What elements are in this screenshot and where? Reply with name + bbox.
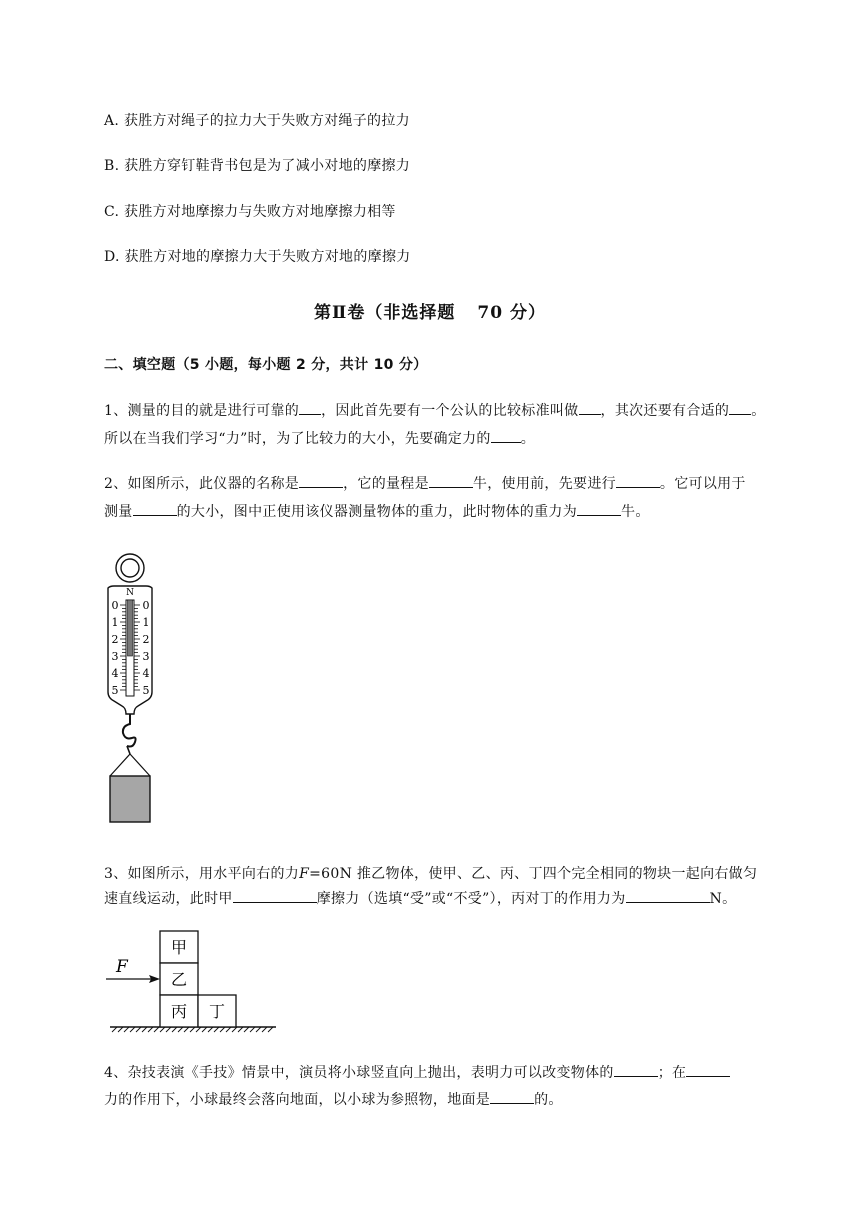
q2-text: 的大小，图中正使用该仪器测量物体的重力，此时物体的重力为 [176, 504, 578, 520]
scale-tick-label-right: 5 [142, 684, 150, 697]
option-text: 获胜方穿钉鞋背书包是为了减小对地的摩擦力 [124, 158, 411, 174]
answer-blank[interactable] [299, 475, 343, 488]
weight-strings [110, 754, 150, 776]
q1-text: 所以在当我们学习“力”时，为了比较力的大小，先要确定力的 [104, 431, 491, 447]
scale-tick-label-right: 0 [142, 599, 150, 612]
scale-top-ring [116, 554, 144, 582]
option-c [104, 201, 396, 221]
q1-text: ，因此首先要有一个公认的比较标准叫做 [321, 403, 579, 419]
scale-pointer [128, 600, 133, 656]
scale-tick-label-left: 0 [111, 599, 119, 612]
blocks-figure [104, 926, 282, 1038]
question-1-line-1 [104, 400, 766, 420]
q2-text: 牛，使用前，先要进行 [472, 476, 616, 492]
force-variable: F [299, 866, 310, 882]
option-text: 获胜方对地摩擦力与失败方对地摩擦力相等 [124, 204, 396, 220]
block-jia-label: 甲 [170, 938, 188, 957]
option-text: 获胜方对地的摩擦力大于失败方对地的摩擦力 [124, 249, 411, 265]
scale-tick-label-left: 5 [111, 684, 119, 697]
answer-blank[interactable] [626, 890, 710, 903]
scale-tick-label-right: 1 [142, 616, 150, 629]
answer-blank[interactable] [614, 1064, 658, 1077]
answer-blank[interactable] [491, 430, 521, 443]
hanging-weight [110, 776, 150, 822]
q2-text: 牛。 [621, 504, 650, 520]
q3-text: 3、如图所示，用水平向右的力 [104, 866, 300, 882]
q2-text: 2、如图所示，此仪器的名称是 [104, 476, 300, 492]
q1-text: 。 [520, 431, 536, 447]
answer-blank[interactable] [133, 503, 177, 516]
part-title-right: 70 分） [477, 303, 546, 323]
option-label: C. [104, 204, 120, 220]
q1-text: 。 [751, 403, 766, 419]
question-1-line-2 [104, 428, 535, 448]
question-4-line-1 [104, 1062, 730, 1082]
answer-blank[interactable] [490, 1091, 534, 1104]
question-2-line-1 [104, 473, 746, 493]
q3-text: 速直线运动，此时甲 [104, 891, 233, 907]
section-heading: 二、填空题（5 小题，每小题 2 分，共计 10 分） [104, 357, 428, 373]
option-label: A. [104, 113, 120, 129]
question-3-line-1 [104, 863, 757, 883]
q4-text: 4、杂技表演《手技》情景中，演员将小球竖直向上抛出，表明力可以改变物体的 [104, 1065, 614, 1081]
option-d [104, 246, 411, 266]
ground-hatching [112, 1027, 273, 1032]
q2-text: 测量 [104, 504, 133, 520]
option-b [104, 155, 410, 175]
option-text: 获胜方对绳子的拉力大于失败方对绳子的拉力 [123, 113, 410, 129]
option-a [104, 110, 410, 130]
q2-text: 。它可以用于 [659, 476, 746, 492]
answer-blank[interactable] [579, 402, 601, 415]
question-3-line-2 [104, 888, 736, 908]
scale-tick-label-right: 3 [142, 650, 150, 663]
scale-tick-label-left: 2 [111, 633, 119, 646]
scale-tick-label-left: 4 [111, 667, 119, 680]
answer-blank[interactable] [616, 475, 660, 488]
q2-text: ，它的量程是 [343, 476, 429, 492]
block-bing-label: 丙 [170, 1002, 188, 1021]
q4-text: 力的作用下，小球最终会落向地面，以小球为参照物，地面是 [104, 1092, 491, 1108]
question-2-line-2 [104, 501, 650, 521]
spring-scale-figure [100, 548, 170, 826]
scale-tick-label-left: 3 [111, 650, 119, 663]
q1-text: ，其次还要有合适的 [600, 403, 730, 419]
option-label: B. [104, 158, 120, 174]
scale-hook [123, 714, 136, 747]
block-yi-label: 乙 [170, 970, 188, 989]
answer-blank[interactable] [299, 402, 321, 415]
block-ding-label: 丁 [208, 1002, 226, 1021]
option-label: D. [104, 249, 120, 265]
q1-text: 1、测量的目的就是进行可靠的 [104, 403, 300, 419]
force-label: F [116, 957, 128, 977]
answer-blank[interactable] [233, 890, 317, 903]
q4-text: 的。 [534, 1092, 563, 1108]
q3-text: N。 [709, 891, 737, 907]
part-title-left: 第Ⅱ卷（非选择题 [314, 303, 456, 323]
scale-unit-label: N [126, 588, 134, 598]
answer-blank[interactable] [729, 402, 751, 415]
answer-blank[interactable] [686, 1064, 730, 1077]
scale-tick-label-right: 2 [142, 633, 150, 646]
answer-blank[interactable] [429, 475, 473, 488]
question-4-line-2 [104, 1089, 563, 1109]
answer-blank[interactable] [577, 503, 621, 516]
q4-text: ；在 [657, 1065, 687, 1081]
scale-tick-label-right: 4 [142, 667, 150, 680]
q3-text: =60N 推乙物体，使甲、乙、丙、丁四个完全相同的物块一起向右做匀 [309, 866, 758, 882]
q3-text: 摩擦力（选填“受”或“不受”），丙对丁的作用力为 [316, 891, 626, 907]
scale-tick-label-left: 1 [111, 616, 119, 629]
part-title [0, 298, 860, 323]
